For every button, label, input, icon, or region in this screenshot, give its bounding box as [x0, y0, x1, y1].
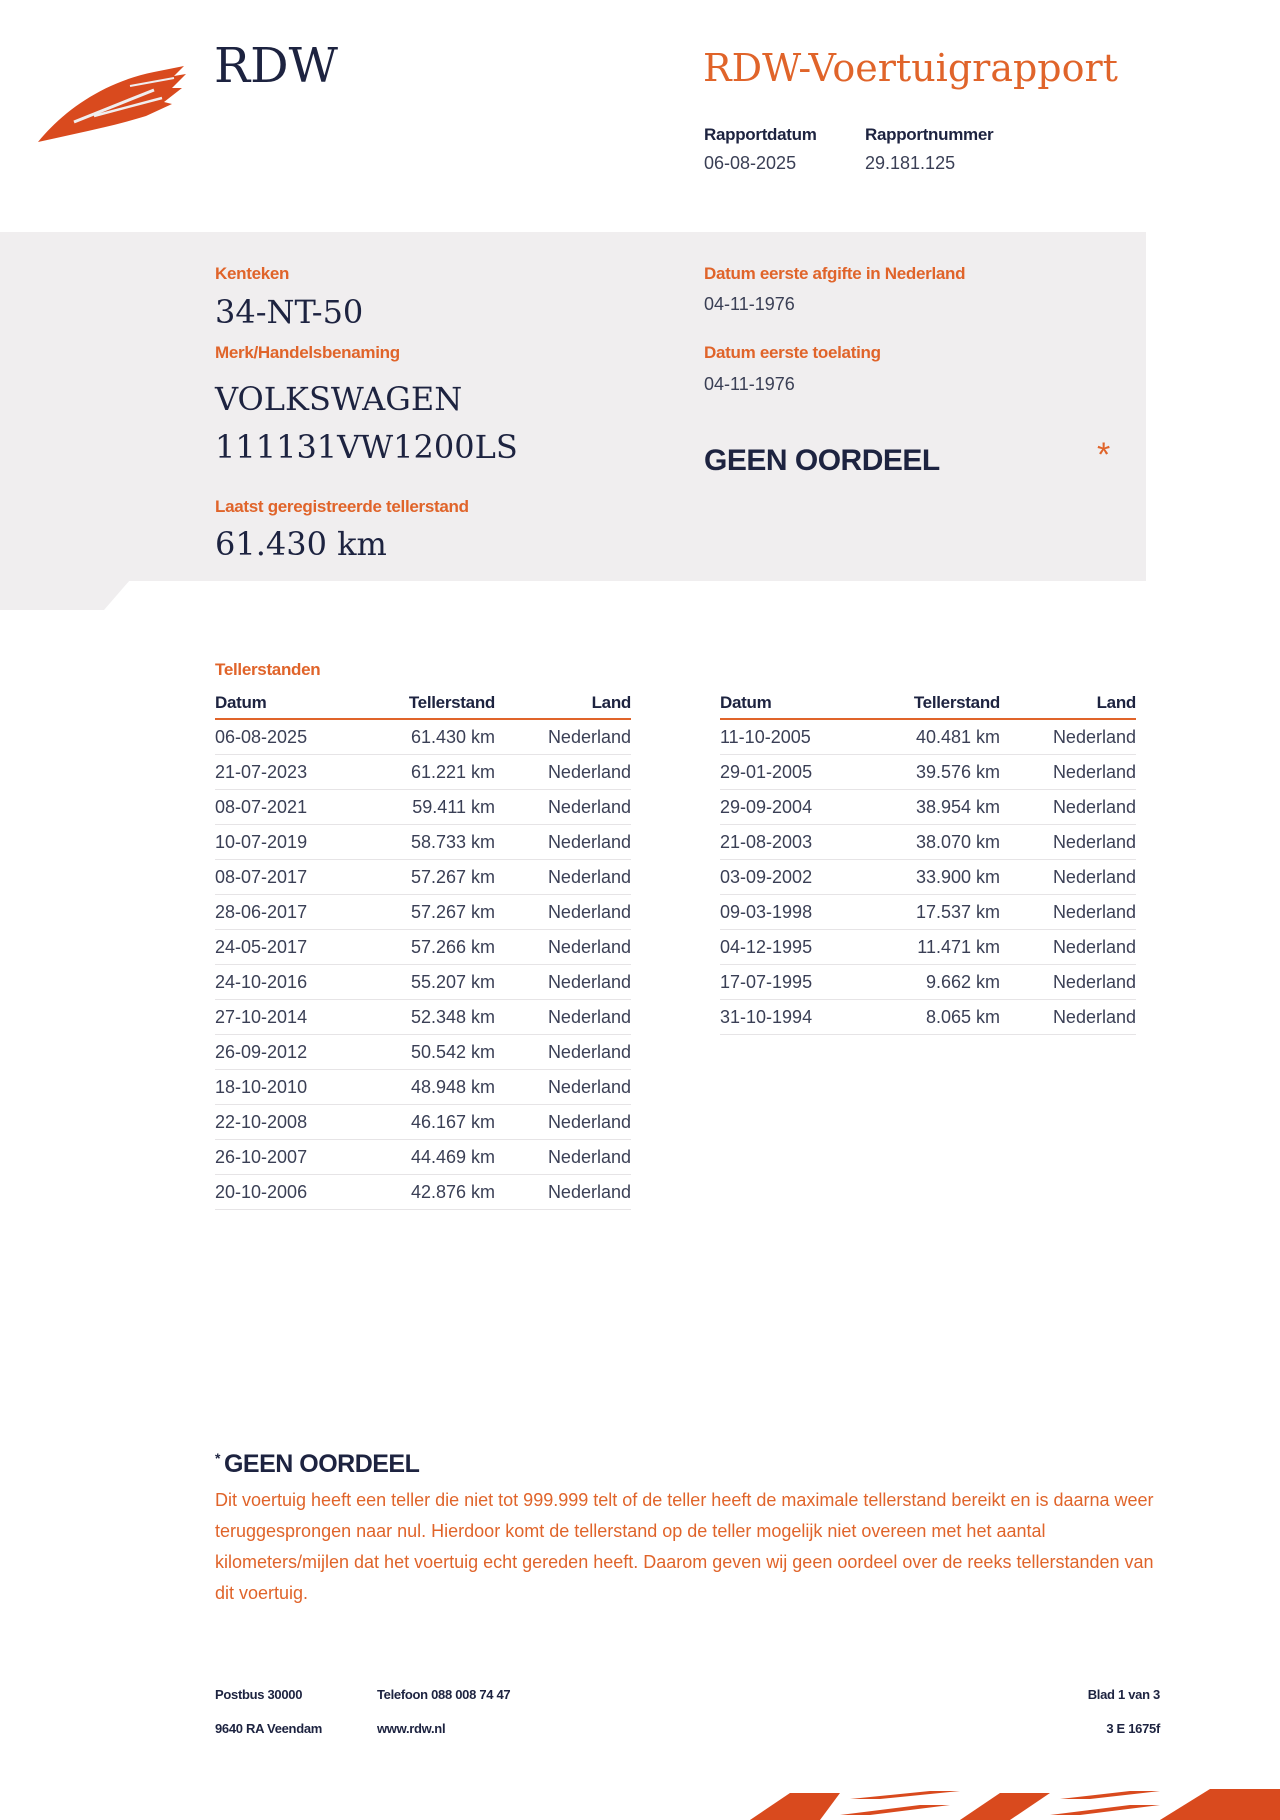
table-row: [720, 895, 1136, 930]
make-value: VOLKSWAGEN 111131VW1200LS: [215, 380, 518, 466]
report-number-value: 29.181.125: [865, 153, 956, 173]
reading-country: Nederland: [1000, 1000, 1136, 1035]
reading-date: 31-10-1994: [720, 1000, 870, 1035]
reading-date: 09-03-1998: [720, 895, 870, 930]
reading-date: 21-08-2003: [720, 825, 870, 860]
make-label: Merk/Handelsbenaming: [215, 343, 400, 362]
table-row: [720, 1000, 1136, 1035]
report-number-label: Rapportnummer: [865, 125, 994, 144]
odometer-label: Laatst geregistreerde tellerstand: [215, 497, 469, 516]
odometer-value: 61.430 km: [215, 525, 387, 563]
table-row: [215, 1140, 631, 1175]
reading-km: 46.167 km: [365, 1105, 495, 1140]
reading-date: 26-09-2012: [215, 1035, 365, 1070]
note-text: Dit voertuig heeft een teller die niet tot 999.999 telt of de teller heeft de maximale tellerstand bereikt en is daarna weer teruggesprongen naar nul. Hierdoor komt de tellerstand op de teller mogelijk niet overeen met het aantal kilometers/mijlen dat het voertuig echt gereden heeft. Daarom geven wij geen oordeel over de reeks tellerstanden van dit voertuig.: [215, 1490, 1154, 1603]
footer-page-number: Blad 1 van 3: [1087, 1687, 1160, 1702]
reading-km: 11.471 km: [870, 930, 1000, 965]
reading-date: 26-10-2007: [215, 1140, 365, 1175]
first-registration-nl-value: 04-11-1976: [704, 294, 795, 314]
panel-tab-shape: [0, 580, 130, 610]
reading-date: 28-06-2017: [215, 895, 365, 930]
reading-country: Nederland: [1000, 965, 1136, 1000]
reading-country: Nederland: [1000, 755, 1136, 790]
brand-name: RDW: [214, 38, 338, 94]
reading-km: 42.876 km: [365, 1175, 495, 1210]
reading-date: 06-08-2025: [215, 719, 365, 755]
col-country-header: Land: [1000, 690, 1136, 719]
reading-date: 29-01-2005: [720, 755, 870, 790]
plate-label: Kenteken: [215, 264, 290, 283]
reading-km: 57.267 km: [365, 895, 495, 930]
reading-country: Nederland: [495, 755, 631, 790]
col-country-header: Land: [495, 690, 631, 719]
table-row: [215, 1105, 631, 1140]
reading-km: 44.469 km: [365, 1140, 495, 1175]
reading-date: 27-10-2014: [215, 1000, 365, 1035]
reading-date: 08-07-2017: [215, 860, 365, 895]
col-km-header: Tellerstand: [870, 690, 1000, 719]
reading-country: Nederland: [1000, 719, 1136, 755]
reading-km: 50.542 km: [365, 1035, 495, 1070]
reading-km: 61.221 km: [365, 755, 495, 790]
reading-date: 04-12-1995: [720, 930, 870, 965]
reading-km: 57.266 km: [365, 930, 495, 965]
table-row: [720, 755, 1136, 790]
reading-country: Nederland: [495, 1175, 631, 1210]
reading-date: 10-07-2019: [215, 825, 365, 860]
table-header-row: [215, 690, 631, 719]
reading-km: 40.481 km: [870, 719, 1000, 755]
first-admission-label: Datum eerste toelating: [704, 343, 881, 362]
reading-date: 29-09-2004: [720, 790, 870, 825]
reading-country: Nederland: [495, 719, 631, 755]
readings-table-left: [215, 690, 631, 1210]
reading-country: Nederland: [495, 965, 631, 1000]
reading-country: Nederland: [495, 825, 631, 860]
table-row: [215, 930, 631, 965]
col-date-header: Datum: [720, 690, 870, 719]
reading-country: Nederland: [495, 1070, 631, 1105]
table-row: [720, 719, 1136, 755]
reading-date: 24-05-2017: [215, 930, 365, 965]
footer-postbus: Postbus 30000: [215, 1687, 303, 1702]
verdict-asterisk: *: [1097, 436, 1111, 474]
table-row: [215, 1070, 631, 1105]
table-row: [720, 790, 1136, 825]
footer-document-code: 3 E 1675f: [1106, 1721, 1160, 1736]
reading-km: 48.948 km: [365, 1070, 495, 1105]
reading-country: Nederland: [495, 930, 631, 965]
reading-country: Nederland: [495, 1035, 631, 1070]
table-row: [215, 719, 631, 755]
table-row: [215, 1035, 631, 1070]
table-row: [720, 825, 1136, 860]
reading-km: 17.537 km: [870, 895, 1000, 930]
reading-km: 33.900 km: [870, 860, 1000, 895]
footer-city: 9640 RA Veendam: [215, 1721, 323, 1736]
reading-km: 52.348 km: [365, 1000, 495, 1035]
first-registration-nl-label: Datum eerste afgifte in Nederland: [704, 264, 966, 283]
reading-km: 57.267 km: [365, 860, 495, 895]
table-row: [215, 825, 631, 860]
table-row: [215, 755, 631, 790]
col-date-header: Datum: [215, 690, 365, 719]
reading-date: 08-07-2021: [215, 790, 365, 825]
reading-country: Nederland: [1000, 825, 1136, 860]
table-row: [215, 1000, 631, 1035]
footer-website: www.rdw.nl: [377, 1721, 446, 1736]
reading-km: 59.411 km: [365, 790, 495, 825]
report-date-label: Rapportdatum: [704, 125, 817, 144]
note-asterisk: *: [215, 1450, 220, 1466]
report-date-value: 06-08-2025: [704, 153, 797, 173]
note-title-text: GEEN OORDEEL: [223, 1450, 420, 1478]
report-title: RDW-Voertuigrapport: [703, 46, 1118, 90]
reading-country: Nederland: [495, 860, 631, 895]
note-title: [215, 1450, 419, 1479]
col-km-header: Tellerstand: [365, 690, 495, 719]
reading-date: 24-10-2016: [215, 965, 365, 1000]
plate-value: 34-NT-50: [215, 293, 364, 331]
reading-date: 20-10-2006: [215, 1175, 365, 1210]
table-header-row: [720, 690, 1136, 719]
reading-km: 58.733 km: [365, 825, 495, 860]
table-row: [720, 860, 1136, 895]
table-row: [720, 930, 1136, 965]
table-row: [215, 860, 631, 895]
readings-title: Tellerstanden: [215, 660, 321, 679]
footer-phone: Telefoon 088 008 74 47: [377, 1687, 511, 1702]
rdw-logo-icon: [34, 60, 194, 150]
reading-km: 8.065 km: [870, 1000, 1000, 1035]
reading-km: 9.662 km: [870, 965, 1000, 1000]
reading-country: Nederland: [495, 1000, 631, 1035]
readings-table-right: [720, 690, 1136, 1035]
footer-stripes-graphic: [730, 1785, 1280, 1820]
table-row: [215, 1175, 631, 1210]
reading-country: Nederland: [1000, 930, 1136, 965]
verdict-text: GEEN OORDEEL: [704, 444, 940, 477]
reading-date: 03-09-2002: [720, 860, 870, 895]
reading-country: Nederland: [495, 895, 631, 930]
reading-date: 22-10-2008: [215, 1105, 365, 1140]
first-admission-value: 04-11-1976: [704, 374, 795, 394]
reading-country: Nederland: [1000, 860, 1136, 895]
reading-country: Nederland: [1000, 895, 1136, 930]
reading-country: Nederland: [495, 1140, 631, 1175]
reading-date: 17-07-1995: [720, 965, 870, 1000]
reading-date: 11-10-2005: [720, 719, 870, 755]
reading-country: Nederland: [1000, 790, 1136, 825]
table-row: [215, 965, 631, 1000]
reading-country: Nederland: [495, 790, 631, 825]
reading-date: 21-07-2023: [215, 755, 365, 790]
reading-km: 55.207 km: [365, 965, 495, 1000]
reading-km: 38.954 km: [870, 790, 1000, 825]
reading-km: 38.070 km: [870, 825, 1000, 860]
reading-km: 39.576 km: [870, 755, 1000, 790]
reading-country: Nederland: [495, 1105, 631, 1140]
reading-date: 18-10-2010: [215, 1070, 365, 1105]
reading-km: 61.430 km: [365, 719, 495, 755]
table-row: [720, 965, 1136, 1000]
table-row: [215, 895, 631, 930]
table-row: [215, 790, 631, 825]
